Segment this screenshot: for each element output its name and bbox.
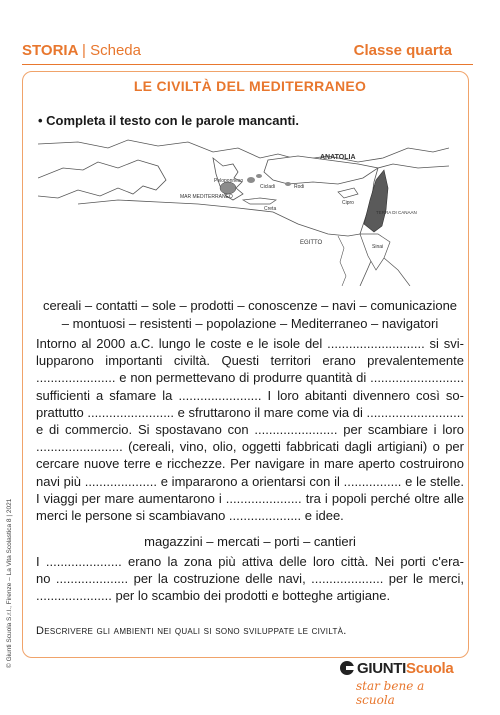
logo-tagline: star bene a scuola <box>356 679 425 707</box>
map-rodi <box>285 182 291 186</box>
task-prompt: Descrivere gli ambienti nei quali si sono sviluppate le civiltà. <box>36 625 347 637</box>
map-africa-coast <box>78 200 374 286</box>
paragraph-1-line: navi più .................... e impararono a orientarsi con il ................ e le stelle. <box>36 473 464 489</box>
page-title: LE CIVILTÀ DEL MEDITERRANEO <box>133 78 367 94</box>
map-canaan-highlight <box>364 170 388 232</box>
logo-brand-accent: Scuola <box>406 660 454 677</box>
map-label-anatolia: ANATOLIA <box>320 154 356 161</box>
paragraph-2-line: I ..................... erano la zona più attiva delle loro città. Nei porti c'era- <box>36 554 464 569</box>
paragraph-1-line: ...................... e non permettevano di produrre quantità di .......................... <box>36 370 464 386</box>
map-red-sea <box>384 258 410 286</box>
map-sinai <box>360 234 390 270</box>
map-label-terra-di-canaan: TERRA DI CANAAN <box>376 210 417 215</box>
header-divider <box>22 64 473 65</box>
word-bank-1 <box>36 297 464 333</box>
map-nile <box>338 236 346 286</box>
paragraph-1-line: ........................ (cereali, vino, olio, oggetti fabbricati dagli artigiani) o per <box>36 439 464 455</box>
paragraph-1-line: e di commercio. Si spostavano con ....................... per scambiare i loro <box>36 422 464 438</box>
logo-g-icon <box>340 661 354 675</box>
map-label-rodi: Rodi <box>294 184 305 190</box>
map-cicladi <box>247 177 255 183</box>
paragraph-1-line: merci le persone si scambiavano .................... e idee. <box>36 508 344 524</box>
publisher-logo <box>340 660 460 707</box>
word-bank-1-line-2: – montuosi – resistenti – popolazione – Mediterraneo – navigatori <box>61 316 439 331</box>
paragraph-1-line: sufficienti a sfamare la ....................... I loro abitanti divennero così so- <box>36 387 464 403</box>
paragraph-1-line: prattutto ........................ e sfruttarono il mare come via di ........................... <box>36 404 464 420</box>
instruction-text: • Completa il testo con le parole mancanti. <box>38 113 299 128</box>
map-europe-coast <box>38 140 449 162</box>
header-subject <box>22 42 141 59</box>
paragraph-2-line: ..................... per lo scambio dei prodotti e botteghe artigiane. <box>36 588 391 604</box>
word-bank-2: magazzini – mercati – porti – cantieri <box>144 534 356 549</box>
map-creta <box>243 198 276 204</box>
map-label-cicladi: Cicladi <box>260 184 276 190</box>
map-label-sinai: Sinai <box>372 244 384 250</box>
fill-in-paragraph-2 <box>36 553 464 605</box>
sheet-kind-label: Scheda <box>90 42 141 59</box>
map-label-cipro: Cipro <box>342 200 354 206</box>
copyright-credit: © Giunti Scuola S.r.l., Firenze – La Vita Scolastica 8 | 2021 <box>6 498 13 668</box>
subject-label: STORIA <box>22 42 78 59</box>
map-label-mar-mediterraneo: MAR MEDITERRANEO <box>180 194 233 200</box>
map-label-creta: Creta <box>264 206 277 212</box>
header-separator: | <box>82 42 86 59</box>
grade-label: Classe quarta <box>353 42 452 59</box>
word-bank-1-line-1: cereali – contatti – sole – prodotti – conoscenze – navi – comunicazione <box>42 298 458 313</box>
paragraph-1-line: lupparono importanti civiltà. Questi territori erano prevalentemente <box>36 353 464 369</box>
map-cipro <box>338 188 358 198</box>
logo-brand-main: GIUNTI <box>357 660 407 677</box>
fill-in-paragraph-1 <box>36 335 464 524</box>
paragraph-1-line: cercare nuove terre e ricchezze. Per navigare in mare aperto costruirono <box>36 456 464 472</box>
paragraph-1-line: Intorno al 2000 a.C. lungo le coste e le isole del ........................... si svi- <box>36 336 464 351</box>
map-italy-coast <box>38 160 166 198</box>
map-cicladi-2 <box>256 174 262 178</box>
map-label-peloponneso: Peloponneso <box>214 178 244 184</box>
paragraph-2-line: no .................... per la costruzione delle navi, .................... per le merci, <box>36 571 464 587</box>
mediterranean-map <box>38 138 449 286</box>
map-label-egitto: EGITTO <box>300 240 323 246</box>
logo-brand <box>357 660 453 677</box>
paragraph-1-line: I viaggi per mare aumentarono i ..................... tra i popoli perché oltre alle <box>36 490 464 506</box>
